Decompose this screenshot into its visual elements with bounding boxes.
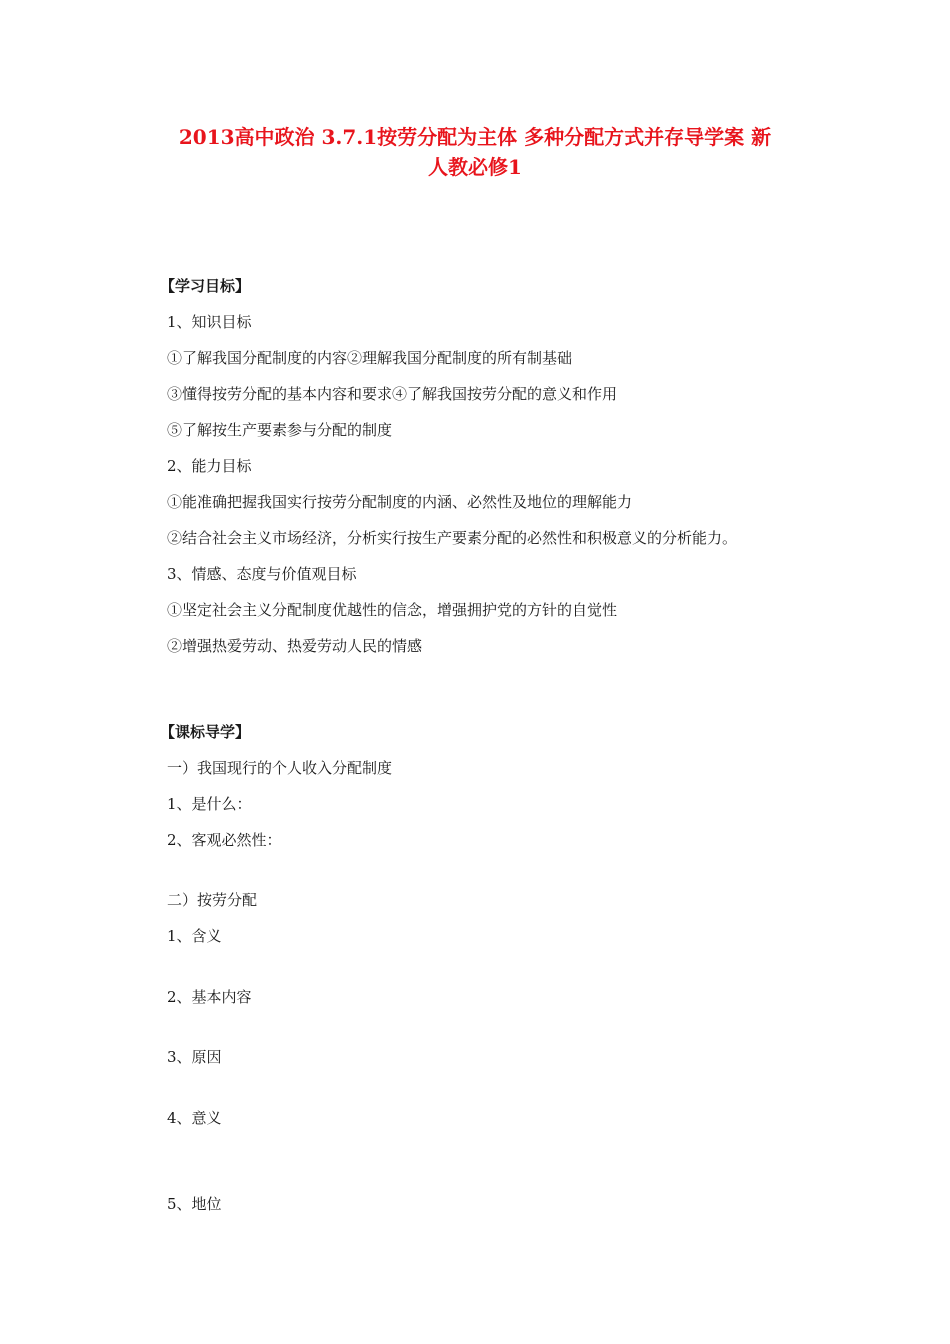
objective-line: ③懂得按劳分配的基本内容和要求④了解我国按劳分配的意义和作用 (167, 385, 618, 403)
section-heading-curriculum-guide: 【课标导学】 (160, 723, 251, 741)
document-title-line-1: 2013高中政治 3.7.1按劳分配为主体 多种分配方式并存导学案 新 (178, 125, 772, 149)
section-heading-learning-objectives: 【学习目标】 (160, 277, 251, 295)
objective-line: ②结合社会主义市场经济，分析实行按生产要素分配的必然性和积极意义的分析能力。 (167, 529, 738, 547)
objective-line: 3、情感、态度与价值观目标 (167, 565, 357, 583)
objective-line: ⑤了解按生产要素参与分配的制度 (167, 421, 393, 439)
guide-line: 1、含义 (167, 927, 222, 945)
guide-line: 4、意义 (167, 1109, 222, 1127)
guide-line: 1、是什么： (167, 795, 252, 813)
guide-line: 2、基本内容 (167, 988, 252, 1006)
objective-line: 2、能力目标 (167, 457, 252, 475)
objective-line: 1、知识目标 (167, 313, 252, 331)
guide-line: 3、原因 (167, 1048, 222, 1066)
guide-line: 2、客观必然性： (167, 831, 282, 849)
guide-line: 5、地位 (167, 1195, 222, 1213)
objective-line: ②增强热爱劳动、热爱劳动人民的情感 (167, 637, 423, 655)
guide-line: 二）按劳分配 (167, 891, 258, 909)
guide-line: 一）我国现行的个人收入分配制度 (167, 759, 393, 777)
document-title-line-2: 人教必修1 (428, 155, 522, 179)
objective-line: ①坚定社会主义分配制度优越性的信念，增强拥护党的方针的自觉性 (167, 601, 618, 619)
objective-line: ①了解我国分配制度的内容②理解我国分配制度的所有制基础 (167, 349, 573, 367)
objective-line: ①能准确把握我国实行按劳分配制度的内涵、必然性及地位的理解能力 (167, 493, 633, 511)
